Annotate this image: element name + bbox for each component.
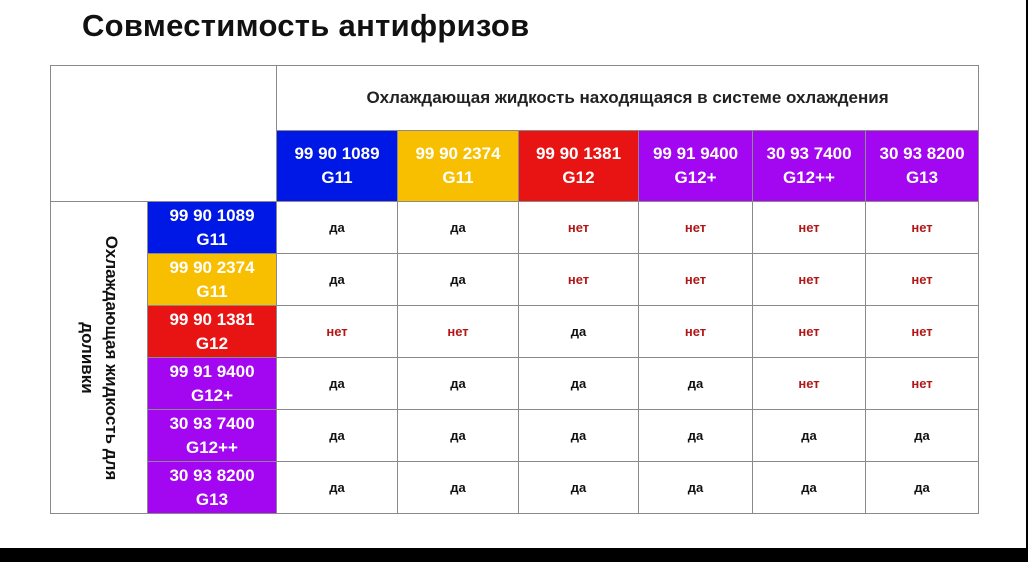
product-code: 99 91 9400: [169, 361, 255, 381]
row-header-product: [148, 202, 277, 254]
product-code: 99 90 1381: [169, 309, 255, 329]
compatibility-cell: нет: [398, 306, 519, 358]
product-grade: G13: [195, 489, 229, 509]
compatibility-table: [50, 65, 979, 514]
compatibility-cell: да: [398, 410, 519, 462]
compatibility-cell: да: [398, 462, 519, 514]
product-grade: G12: [562, 168, 595, 187]
product-code: 30 93 7400: [766, 144, 852, 163]
product-grade: G11: [196, 229, 228, 249]
product-grade: G12+: [190, 385, 234, 405]
corner-cell: [51, 66, 277, 202]
product-grade: G11: [321, 168, 353, 187]
topup-fluid-header: [51, 202, 148, 514]
product-grade: G11: [196, 281, 228, 301]
column-header-product: [398, 131, 519, 202]
compatibility-cell: нет: [866, 202, 979, 254]
compatibility-cell: нет: [639, 202, 753, 254]
topup-fluid-header-text: [75, 235, 123, 480]
compatibility-cell: да: [277, 254, 398, 306]
table-row: [51, 410, 979, 462]
compatibility-cell: да: [519, 358, 639, 410]
column-header-product: [277, 131, 398, 202]
product-code: 99 90 1089: [294, 144, 380, 163]
row-header-product: [148, 306, 277, 358]
compatibility-cell: нет: [639, 306, 753, 358]
product-code: 30 93 8200: [879, 144, 965, 163]
compatibility-cell: да: [519, 462, 639, 514]
compatibility-cell: да: [277, 202, 398, 254]
compatibility-cell: да: [639, 410, 753, 462]
compatibility-cell: нет: [753, 254, 866, 306]
compatibility-cell: да: [639, 462, 753, 514]
column-header-product: [753, 131, 866, 202]
compatibility-cell: да: [866, 462, 979, 514]
product-code: 99 90 1089: [169, 205, 255, 225]
table-row: [51, 254, 979, 306]
compatibility-cell: нет: [519, 202, 639, 254]
product-code: 99 90 1381: [535, 144, 622, 163]
compatibility-cell: нет: [753, 306, 866, 358]
compatibility-cell: да: [277, 462, 398, 514]
product-code: 30 93 8200: [169, 465, 255, 485]
compatibility-cell: нет: [866, 254, 979, 306]
compatibility-cell: да: [519, 306, 639, 358]
column-header-product: [866, 131, 979, 202]
product-code: 99 91 9400: [652, 144, 739, 163]
product-grade: G11: [442, 168, 474, 187]
column-header-product: [639, 131, 753, 202]
compatibility-cell: да: [398, 254, 519, 306]
row-header-product: [148, 254, 277, 306]
product-code: 99 90 2374: [415, 144, 501, 163]
compatibility-cell: да: [753, 462, 866, 514]
system-fluid-header: Охлаждающая жидкость находящаяся в системе охлаждения: [277, 66, 979, 131]
table-row: [51, 462, 979, 514]
compatibility-cell: нет: [753, 358, 866, 410]
table-row: [51, 202, 979, 254]
product-code: 30 93 7400: [169, 413, 255, 433]
row-header-product: [148, 358, 277, 410]
compatibility-cell: нет: [639, 254, 753, 306]
compatibility-cell: да: [753, 410, 866, 462]
compatibility-cell: нет: [866, 358, 979, 410]
compatibility-cell: да: [866, 410, 979, 462]
product-grade: G12: [195, 333, 229, 353]
compatibility-cell: нет: [277, 306, 398, 358]
topup-header-line: Охлаждающая жидкость для: [102, 235, 121, 480]
compatibility-cell: да: [398, 202, 519, 254]
product-code: 99 90 2374: [169, 257, 255, 277]
compatibility-cell: нет: [753, 202, 866, 254]
page-title: Совместимость антифризов: [82, 8, 530, 43]
column-header-product: [519, 131, 639, 202]
product-grade: G12++: [783, 168, 835, 187]
product-grade: G12+: [674, 168, 717, 187]
compatibility-cell: да: [639, 358, 753, 410]
table-row: [51, 306, 979, 358]
compatibility-cell: нет: [519, 254, 639, 306]
topup-header-line: доливки: [78, 321, 97, 394]
table-row: [51, 358, 979, 410]
product-grade: G12++: [186, 437, 238, 457]
compatibility-cell: да: [277, 410, 398, 462]
compatibility-cell: да: [519, 410, 639, 462]
compatibility-cell: да: [398, 358, 519, 410]
row-header-product: [148, 410, 277, 462]
compatibility-cell: да: [277, 358, 398, 410]
compatibility-cell: нет: [866, 306, 979, 358]
product-grade: G13: [905, 168, 939, 187]
row-header-product: [148, 462, 277, 514]
